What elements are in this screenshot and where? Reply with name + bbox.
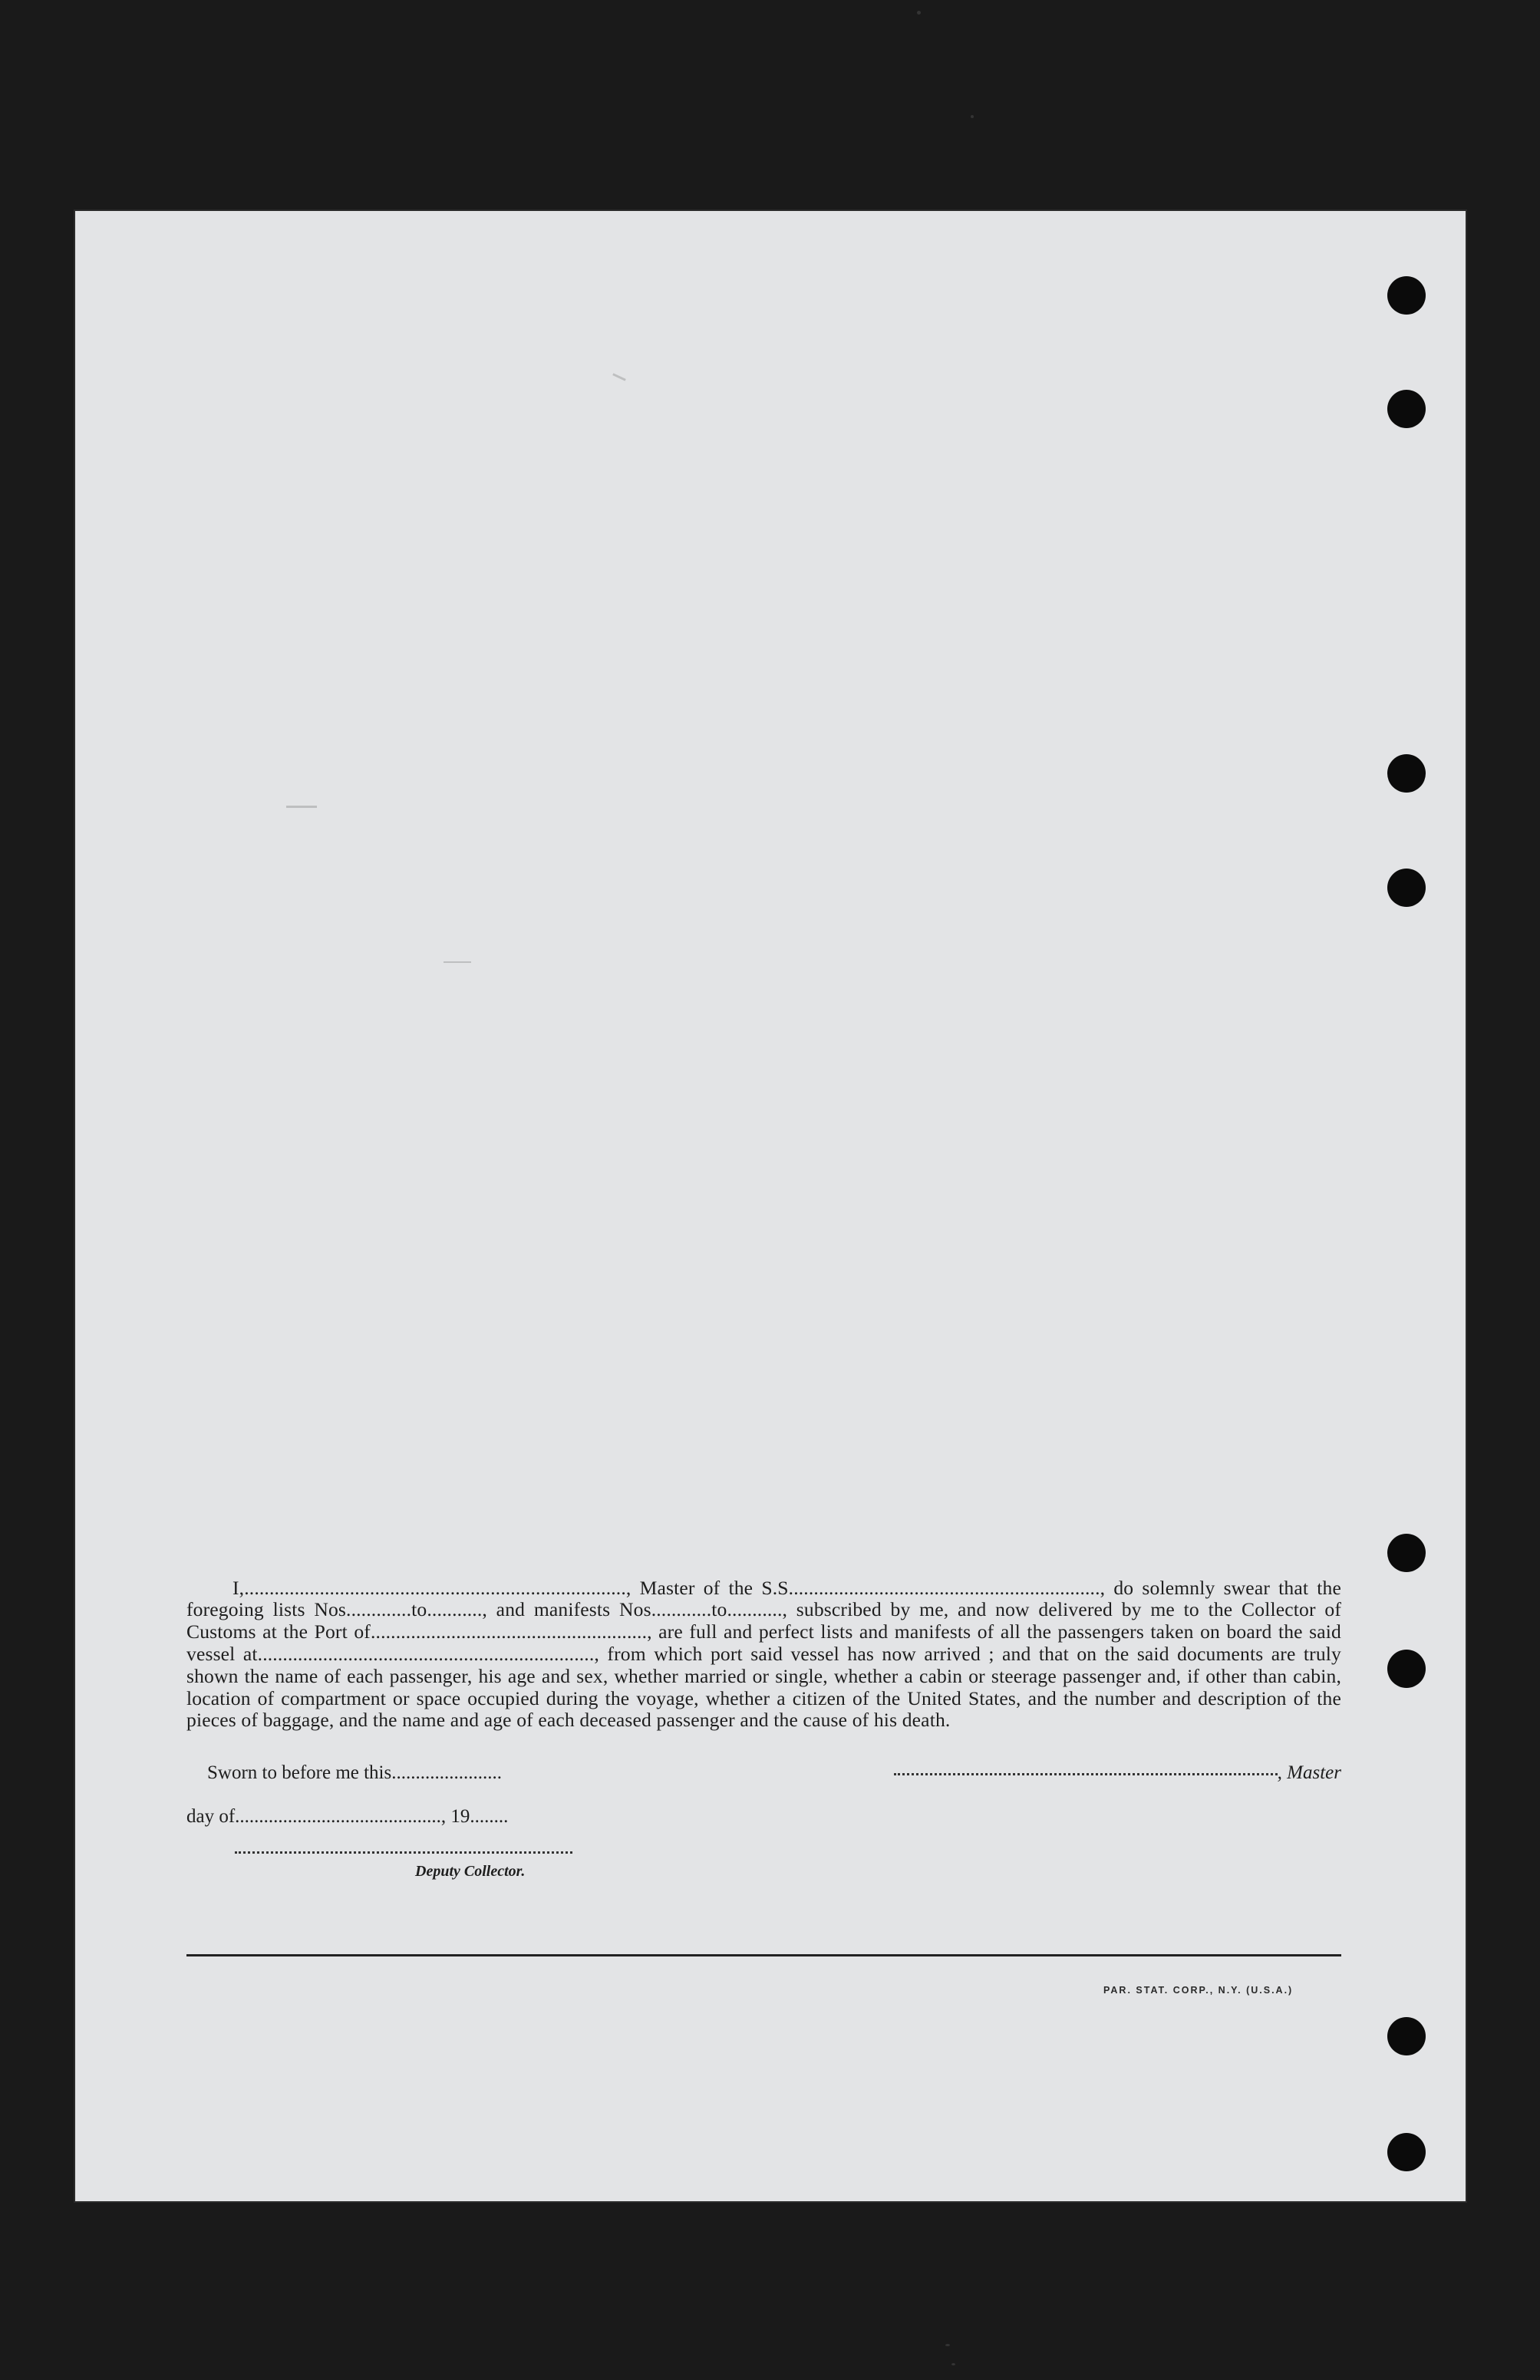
printer-imprint: PAR. STAT. CORP., N.Y. (U.S.A.) [1103, 1985, 1294, 1996]
punch-hole [1387, 276, 1426, 315]
scan-speck [951, 2363, 955, 2365]
paper-mark [286, 806, 317, 808]
paper-mark [444, 961, 471, 963]
day-of-line: day of..........................................., 19........ [186, 1806, 509, 1827]
manifest-page [75, 211, 1466, 2201]
paper-mark [612, 373, 626, 381]
master-signature-line [894, 1773, 1278, 1775]
deputy-signature-line [235, 1851, 572, 1855]
punch-hole [1387, 2133, 1426, 2171]
punch-hole [1387, 754, 1426, 793]
scan-speck [917, 11, 921, 15]
scan-speck [971, 115, 974, 118]
master-signature [873, 1762, 1341, 1784]
punch-hole [1387, 1534, 1426, 1572]
scan-speck [945, 2344, 950, 2346]
punch-hole [1387, 390, 1426, 428]
master-oath-paragraph: I,............................................................................, Master of the S.S.............................................................., do solemnly swear that the foregoing lists Nos.............to..........., and manifests Nos............to..........., subscribed by me, and now delivered by me to the Collector of Customs at the Port of......................................................., are full and perfect lists and manifests of all the passengers taken on board the said vessel at..................................................................., from which port said vessel has now arrived ; and that on the said documents are truly shown the name of each passenger, his age and sex, whether married or single, whether a cabin or steerage passenger and, if other than cabin, location of compartment or space occupied during the voyage, whether a citizen of the United States, and the number and description of the pieces of baggage, and the name and age of each deceased passenger and the cause of his death. [186, 1576, 1341, 1732]
punch-hole [1387, 869, 1426, 907]
master-label: , Master [1277, 1762, 1341, 1783]
sworn-before-line: Sworn to before me this....................... [207, 1762, 502, 1783]
punch-hole [1387, 1650, 1426, 1688]
bottom-rule [186, 1954, 1341, 1956]
deputy-collector-label: Deputy Collector. [415, 1863, 526, 1880]
punch-hole [1387, 2017, 1426, 2055]
